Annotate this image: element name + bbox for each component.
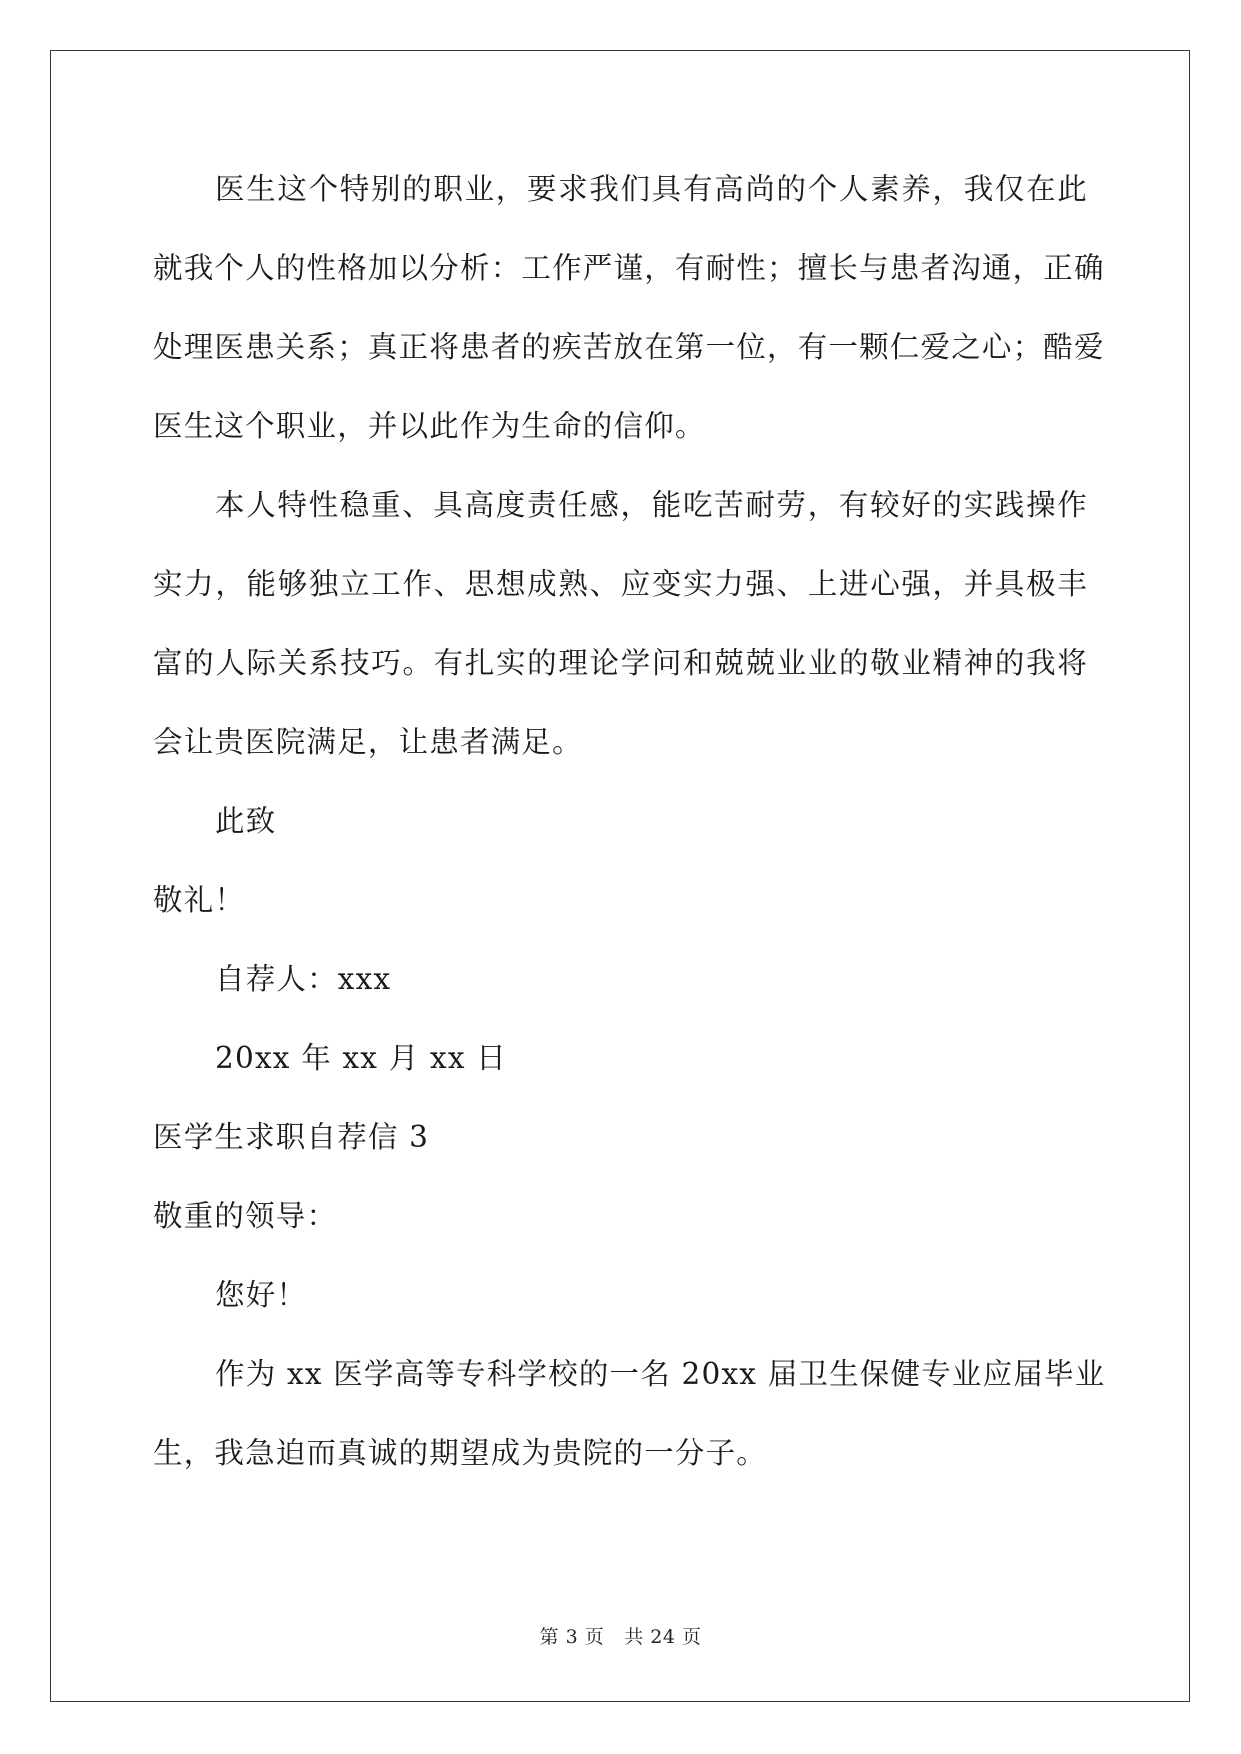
page-number: 第 3 页 <box>539 1626 605 1648</box>
paragraph-line: 作为 xx 医学高等专科学校的一名 20xx 届卫生保健专业应届毕业 <box>215 1357 1106 1391</box>
closing-regards: 敬礼！ <box>153 883 246 917</box>
closing-salutation: 此致 <box>215 804 277 838</box>
paragraph-line: 实力，能够独立工作、思想成熟、应变实力强、上进心强，并具极丰 <box>153 567 1088 601</box>
page-footer <box>0 1622 1241 1649</box>
date-line: 20xx 年 xx 月 xx 日 <box>215 1041 507 1075</box>
paragraph-line: 会让贵医院满足，让患者满足。 <box>153 725 583 759</box>
paragraph-line: 生，我急迫而真诚的期望成为贵院的一分子。 <box>153 1436 768 1470</box>
section-title: 医学生求职自荐信 3 <box>153 1120 430 1154</box>
paragraph-line: 就我个人的性格加以分析：工作严谨，有耐性；擅长与患者沟通，正确 <box>153 251 1105 285</box>
paragraph-line: 医生这个职业，并以此作为生命的信仰。 <box>153 409 706 443</box>
paragraph-line: 富的人际关系技巧。有扎实的理论学问和兢兢业业的敬业精神的我将 <box>153 646 1088 680</box>
paragraph-line: 处理医患关系；真正将患者的疾苦放在第一位，有一颗仁爱之心；酷爱 <box>153 330 1105 364</box>
paragraph-line: 本人特性稳重、具高度责任感，能吃苦耐劳，有较好的实践操作 <box>215 488 1088 522</box>
signature: 自荐人：xxx <box>215 962 392 996</box>
greeting-recipient: 敬重的领导： <box>153 1199 338 1233</box>
page-total: 共 24 页 <box>624 1626 702 1648</box>
paragraph-line: 医生这个特别的职业，要求我们具有高尚的个人素养，我仅在此 <box>215 172 1088 206</box>
document-body <box>153 150 1106 1493</box>
greeting: 您好！ <box>215 1278 308 1312</box>
